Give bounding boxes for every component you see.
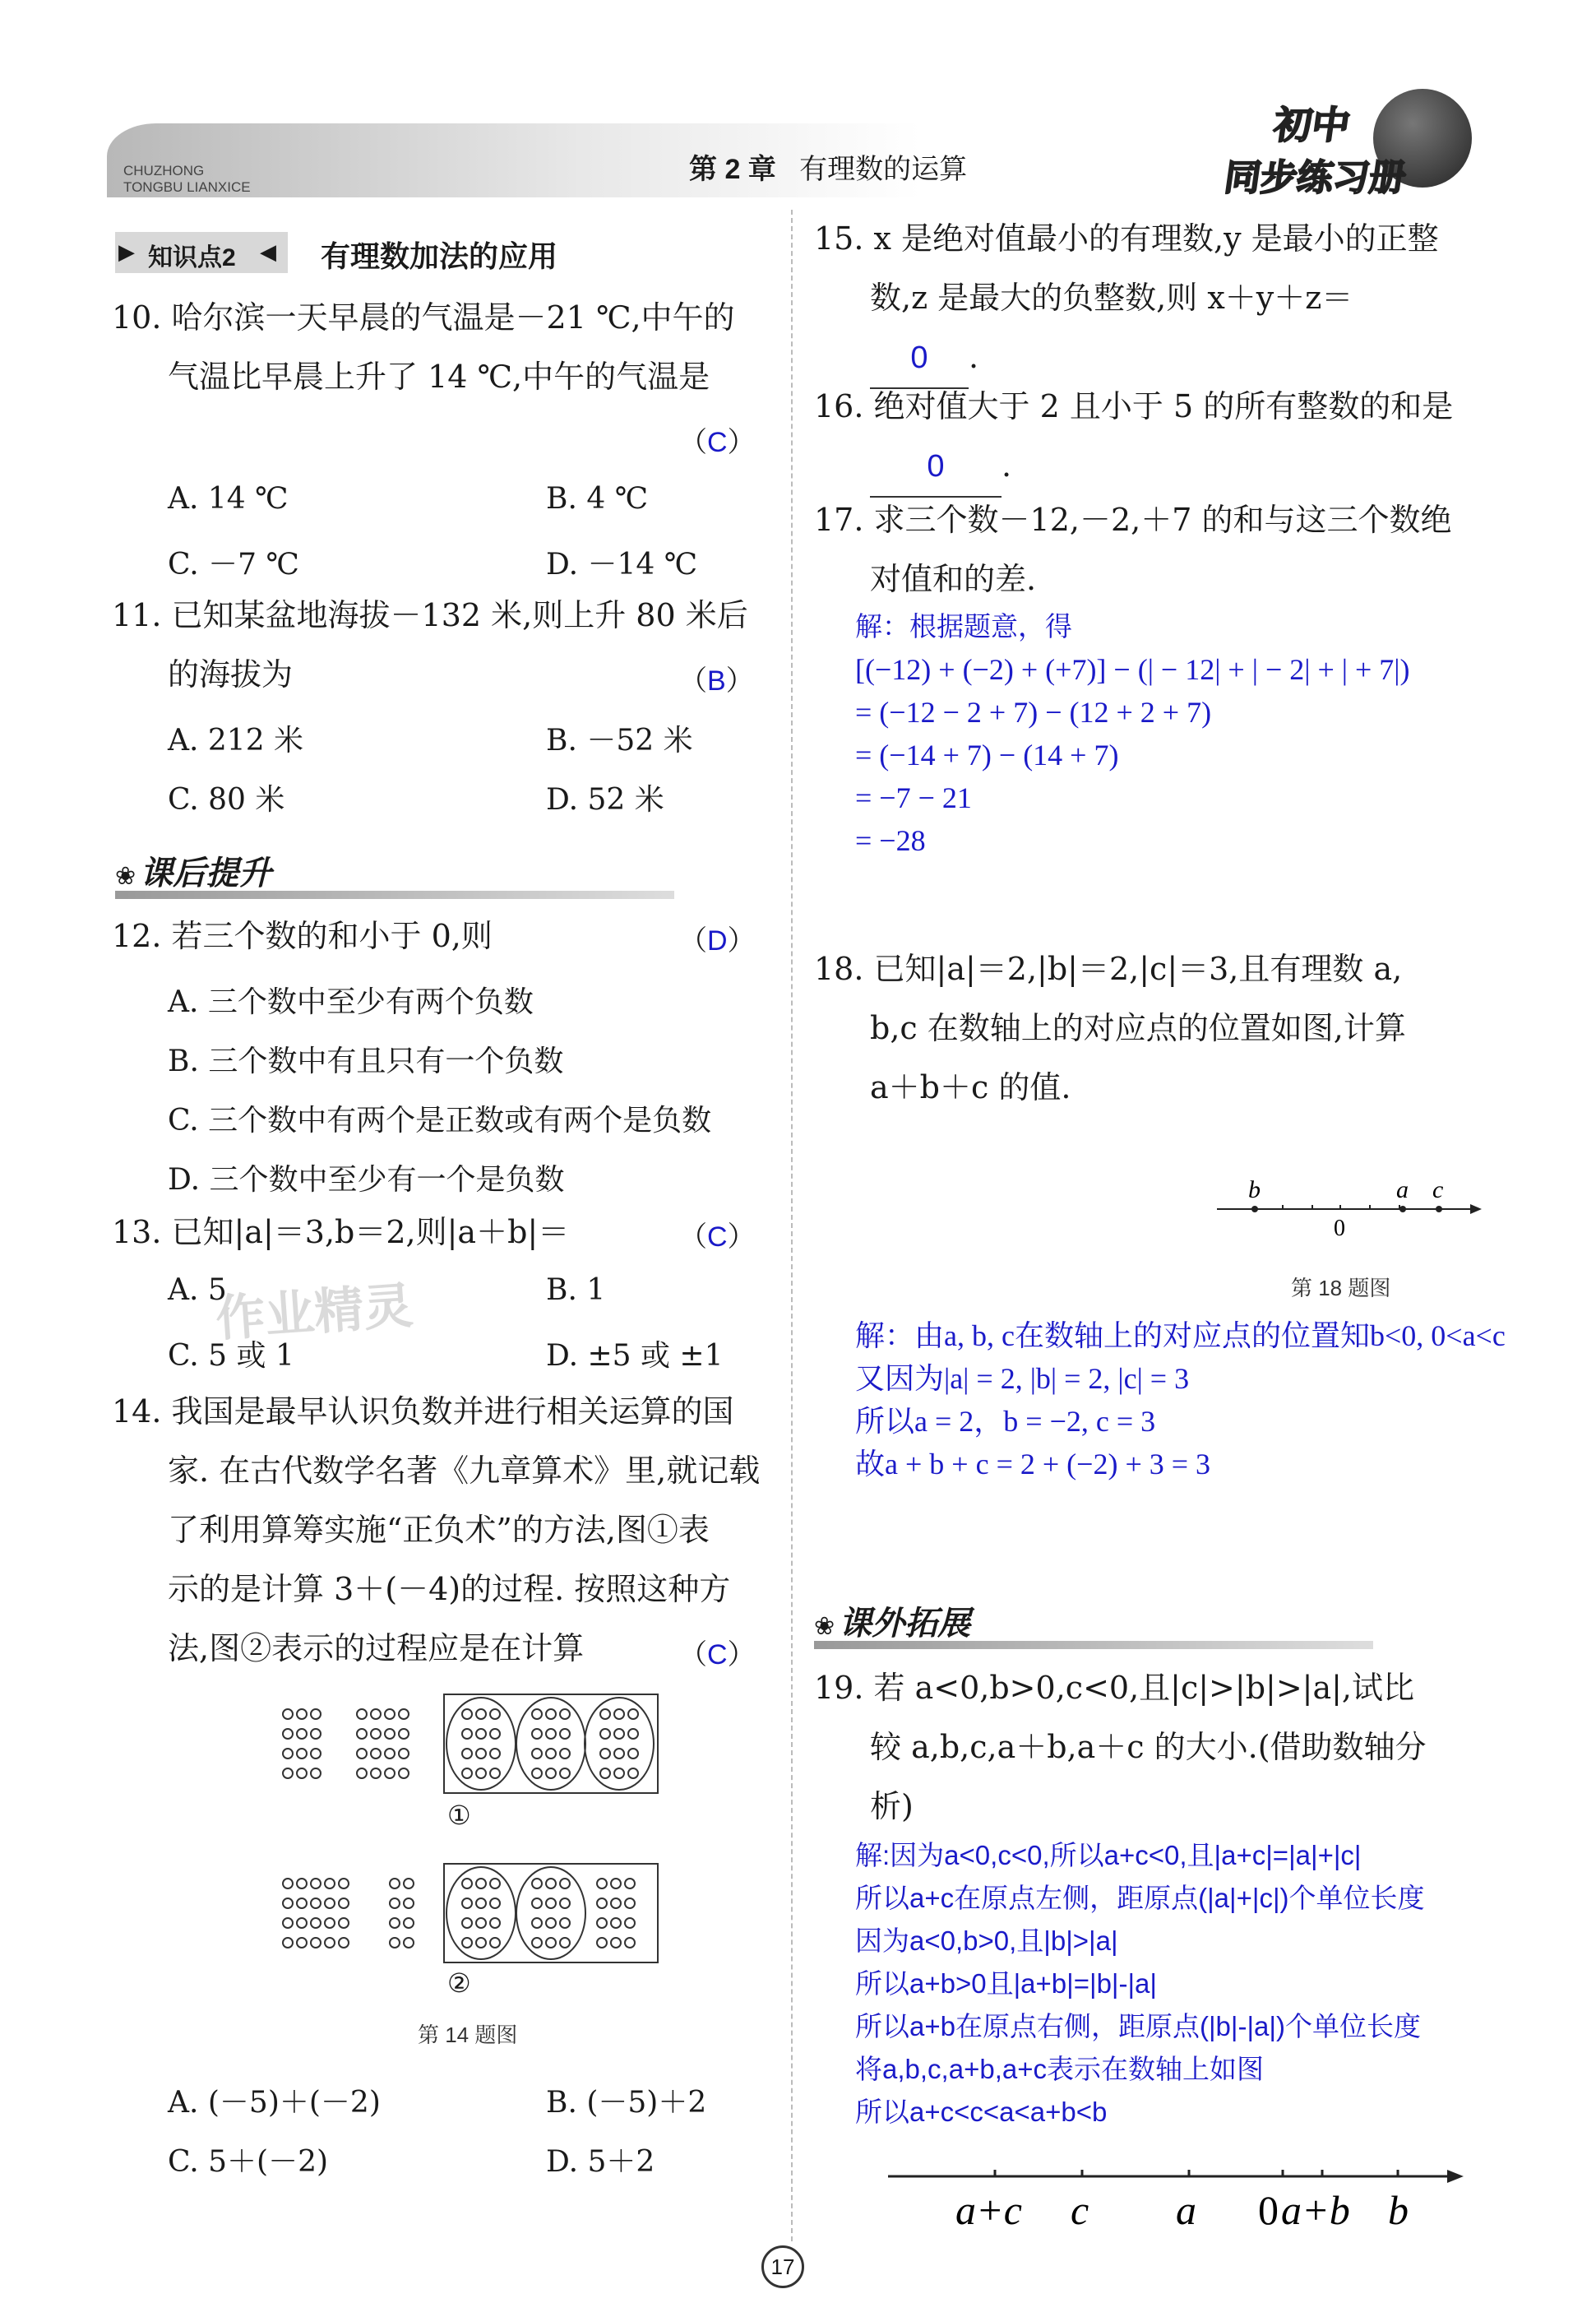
q14-line5: 法,图②表示的过程应是在计算	[168, 1630, 585, 1666]
counting-rod	[532, 1768, 542, 1778]
question-10	[112, 288, 770, 406]
q18-label-b: b	[1248, 1176, 1261, 1203]
counting-rod	[385, 1729, 395, 1739]
q14-option-a: A. (－5)＋(－2)	[168, 2086, 381, 2120]
q18-solution	[855, 1314, 1506, 1485]
q11-answer: B	[707, 665, 726, 697]
q17-solution-line: = −28	[855, 824, 926, 857]
question-18: 18. 已知|a|＝2,|b|＝2,|c|＝3,且有理数 a, b,c 在数轴上的对应点的位置如图,计算 a＋b＋c 的值.	[814, 939, 1571, 1117]
counting-rod	[611, 1879, 621, 1888]
counting-rod	[297, 1879, 307, 1888]
q14-line1: 我国是最早认识负数并进行相关运算的国	[171, 1393, 734, 1430]
q14-line4: 示的是计算 3＋(－4)的过程. 按照这种方	[168, 1571, 731, 1607]
q13-option-a: A. 5	[168, 1273, 227, 1307]
counting-rod	[490, 1768, 500, 1778]
q18-solution-line: 故a + b + c = 2 + (−2) + 3 = 3	[855, 1448, 1211, 1480]
q19-line3: 析)	[870, 1788, 914, 1824]
q11-line1: 已知某盆地海拔－132 米,则上升 80 米后	[171, 597, 748, 633]
paw-icon: ❀	[115, 862, 136, 891]
q18-point-a	[1399, 1206, 1406, 1212]
counting-rod	[546, 1898, 556, 1908]
counting-rod	[532, 1709, 542, 1719]
q19-solution-line: 将a,b,c,a+b,a+c表示在数轴上如图	[855, 2054, 1264, 2084]
counting-rod	[357, 1729, 367, 1739]
counting-rod	[283, 1879, 293, 1888]
counting-rod	[283, 1898, 293, 1908]
q14-option-b: B. (－5)＋2	[546, 2086, 707, 2120]
q12-option-d: D. 三个数中至少有一个是负数	[168, 1163, 565, 1197]
q17-solution-line: = (−14 + 7) − (14 + 7)	[855, 739, 1119, 772]
counting-rod	[560, 1879, 570, 1888]
counting-rod	[283, 1709, 293, 1719]
counting-rod	[399, 1729, 409, 1739]
counting-rod	[339, 1918, 349, 1928]
question-13: 13. 已知|a|＝3,b＝2,则|a＋b|＝	[112, 1214, 570, 1250]
fig1-rods-4x4	[357, 1709, 409, 1778]
counting-rod	[490, 1918, 500, 1928]
counting-rod	[399, 1768, 409, 1778]
q18-caption: 第 18 题图	[1291, 1276, 1391, 1300]
q15-line2: 数,z 是最大的负整数,则 x＋y＋z＝	[870, 280, 1353, 316]
q19-solution	[855, 1834, 1425, 2134]
q14-line2: 家. 在古代数学名著《九章算术》里,就记载	[168, 1453, 761, 1489]
q17-solution-line: 解：根据题意，得	[855, 611, 1072, 642]
q10-answer: C	[707, 427, 728, 458]
q18-line3: a＋b＋c 的值.	[870, 1069, 1071, 1105]
counting-rod	[404, 1898, 414, 1908]
q17-solution-line: = −7 − 21	[855, 781, 972, 814]
counting-rod	[404, 1918, 414, 1928]
counting-rod	[597, 1898, 607, 1908]
fig1-rods-3x4	[283, 1709, 321, 1778]
counting-rod	[490, 1709, 500, 1719]
q14-figure-2	[280, 1860, 666, 1967]
chapter-number: 第 2 章	[689, 154, 776, 185]
counting-rod	[546, 1729, 556, 1739]
counting-rod	[371, 1749, 381, 1759]
q17-solution-line: = (−12 − 2 + 7) − (12 + 2 + 7)	[855, 696, 1212, 729]
question-19: 19. 若 a<0,b>0,c<0,且|c|>|b|>|a|,试比 较 a,b,c,a＋b,a＋c 的大小.(借助数轴分 析)	[814, 1658, 1571, 1836]
fig2-rods-5x4	[283, 1879, 349, 1948]
counting-rod	[560, 1768, 570, 1778]
counting-rod	[546, 1749, 556, 1759]
q19-line2: 较 a,b,c,a＋b,a＋c 的大小.(借助数轴分	[870, 1729, 1427, 1765]
counting-rod	[297, 1709, 307, 1719]
counting-rod	[490, 1938, 500, 1948]
q11-option-a: A. 212 米	[168, 724, 304, 758]
counting-rod	[628, 1729, 638, 1739]
counting-rod	[357, 1709, 367, 1719]
counting-rod	[311, 1709, 321, 1719]
counting-rod	[311, 1768, 321, 1778]
counting-rod	[325, 1879, 335, 1888]
counting-rod	[490, 1898, 500, 1908]
counting-rod	[399, 1749, 409, 1759]
counting-rod	[476, 1729, 486, 1739]
q14-fig2-label: ②	[447, 1967, 471, 1999]
q16-line1: 绝对值大于 2 且小于 5 的所有整数的和是	[873, 388, 1454, 424]
q14-figure-1	[280, 1691, 666, 1798]
q13-answer-paren: （C）	[679, 1221, 756, 1253]
counting-rod	[325, 1938, 335, 1948]
paw-icon: ❀	[814, 1612, 835, 1641]
counting-rod	[532, 1918, 542, 1928]
counting-rod	[325, 1918, 335, 1928]
counting-rod	[297, 1918, 307, 1928]
fig2-oval-1	[446, 1867, 516, 1959]
column-divider	[791, 210, 793, 2241]
counting-rod	[532, 1729, 542, 1739]
counting-rod	[462, 1768, 472, 1778]
counting-rod	[532, 1938, 542, 1948]
counting-rod	[546, 1768, 556, 1778]
q15-answer-blank: 0	[870, 328, 969, 389]
counting-rod	[462, 1898, 472, 1908]
q18-solution-line: 所以a = 2，b = −2, c = 3	[855, 1405, 1156, 1438]
counting-rod	[476, 1918, 486, 1928]
q18-label-c: c	[1432, 1176, 1444, 1203]
counting-rod	[297, 1898, 307, 1908]
counting-rod	[339, 1879, 349, 1888]
counting-rod	[311, 1898, 321, 1908]
question-14: 14. 我国是最早认识负数并进行相关运算的国 家. 在古代数学名著《九章算术》里,就记载 了利用算筹实施“正负术”的方法,图①表 示的是计算 3＋(－4)的过程. 按照这种方 法,图②表示的过程应是在计算	[112, 1382, 786, 1678]
counting-rod	[357, 1749, 367, 1759]
q10-option-c: C. －7 ℃	[168, 548, 299, 582]
series-line-2: TONGBU LIANXICE	[123, 179, 251, 195]
counting-rod	[628, 1749, 638, 1759]
counting-rod	[532, 1898, 542, 1908]
q18-line1: 已知|a|＝2,|b|＝2,|c|＝3,且有理数 a,	[873, 951, 1403, 987]
section-extension-title: 课外拓展	[839, 1605, 971, 1643]
fig2-rods-boxed	[462, 1879, 635, 1948]
counting-rod	[371, 1768, 381, 1778]
counting-rod	[476, 1938, 486, 1948]
counting-rod	[490, 1729, 500, 1739]
q19-label-b: b	[1388, 2187, 1409, 2233]
counting-rod	[385, 1749, 395, 1759]
counting-rod	[390, 1879, 400, 1888]
counting-rod	[490, 1749, 500, 1759]
q18-label-zero: 0	[1334, 1216, 1345, 1240]
q19-solution-line: 所以a+c在原点左侧，距原点(|a|+|c|)个单位长度	[855, 1883, 1425, 1913]
counting-rod	[325, 1898, 335, 1908]
q10-option-d: D. －14 ℃	[546, 548, 697, 582]
q10-line1: 哈尔滨一天早晨的气温是－21 ℃,中午的	[171, 299, 735, 336]
counting-rod	[283, 1729, 293, 1739]
q19-axis-arrow-icon	[1447, 2170, 1464, 2183]
fig1-oval-3	[585, 1698, 654, 1790]
q18-point-b	[1251, 1206, 1258, 1212]
q12-answer: D	[707, 925, 728, 957]
counting-rod	[339, 1898, 349, 1908]
q11-option-d: D. 52 米	[546, 783, 664, 817]
fig2-rods-2x4	[390, 1879, 414, 1948]
q13-option-d: D. ±5 或 ±1	[546, 1339, 724, 1373]
q11-line2: 的海拔为	[168, 656, 294, 693]
q19-line1: 若 a<0,b>0,c<0,且|c|>|b|>|a|,试比	[873, 1670, 1414, 1706]
chapter-title: 有理数的运算	[799, 154, 968, 185]
q19-number-line	[880, 2157, 1472, 2247]
counting-rod	[611, 1938, 621, 1948]
q11-answer-paren: （B）	[679, 665, 754, 697]
q12-option-a: A. 三个数中至少有两个负数	[168, 985, 534, 1019]
counting-rod	[371, 1729, 381, 1739]
q18-axis-arrow-icon	[1470, 1204, 1482, 1214]
q18-number-line	[1209, 1166, 1488, 1240]
counting-rod	[462, 1938, 472, 1948]
section-after-class-title: 课后提升	[140, 855, 272, 892]
fig1-oval-2	[516, 1698, 585, 1790]
counting-rod	[560, 1898, 570, 1908]
q10-number: 10.	[112, 299, 162, 336]
page-number: 17	[770, 2254, 795, 2279]
q19-solution-line: 所以a+c<c<a<a+b<b	[855, 2097, 1108, 2127]
counting-rod	[628, 1709, 638, 1719]
counting-rod	[560, 1749, 570, 1759]
counting-rod	[560, 1709, 570, 1719]
question-17: 17. 求三个数－12,－2,＋7 的和与这三个数绝 对值和的差.	[814, 490, 1571, 609]
counting-rod	[625, 1938, 635, 1948]
counting-rod	[404, 1879, 414, 1888]
q18-solution-line: 解：由a, b, c在数轴上的对应点的位置知b<0, 0<a<c	[855, 1319, 1506, 1352]
counting-rod	[283, 1918, 293, 1928]
q10-answer-paren: （C）	[679, 426, 756, 459]
counting-rod	[462, 1749, 472, 1759]
counting-rod	[357, 1768, 367, 1778]
counting-rod	[625, 1898, 635, 1908]
question-16: 16. 绝对值大于 2 且小于 5 的所有整数的和是 0 .	[814, 377, 1571, 498]
tag-arrow-right-icon: ◀	[260, 240, 276, 265]
counting-rod	[490, 1879, 500, 1888]
counting-rod	[311, 1918, 321, 1928]
q11-option-c: C. 80 米	[168, 783, 285, 817]
counting-rod	[371, 1709, 381, 1719]
counting-rod	[385, 1768, 395, 1778]
counting-rod	[297, 1749, 307, 1759]
counting-rod	[462, 1709, 472, 1719]
q17-line1: 求三个数－12,－2,＋7 的和与这三个数绝	[873, 502, 1452, 538]
counting-rod	[390, 1918, 400, 1928]
q12-option-c: C. 三个数中有两个是正数或有两个是负数	[168, 1104, 712, 1138]
counting-rod	[597, 1879, 607, 1888]
fig1-rods-boxed	[462, 1709, 638, 1778]
counting-rod	[546, 1938, 556, 1948]
counting-rod	[614, 1749, 624, 1759]
q19-label-a-plus-c: a+c	[955, 2187, 1022, 2233]
counting-rod	[597, 1918, 607, 1928]
q13-answer: C	[707, 1221, 728, 1253]
q19-solution-line: 所以a+b在原点右侧，距原点(|b|-|a|)个单位长度	[855, 2011, 1421, 2041]
q13-option-c: C. 5 或 1	[168, 1339, 294, 1373]
counting-rod	[283, 1749, 293, 1759]
knowledge-point-title: 有理数加法的应用	[321, 239, 558, 273]
question-11: 11. 已知某盆地海拔－132 米,则上升 80 米后 的海拔为	[112, 586, 770, 704]
counting-rod	[390, 1938, 400, 1948]
q17-line2: 对值和的差.	[870, 561, 1037, 597]
q19-label-c: c	[1071, 2187, 1089, 2233]
counting-rod	[600, 1768, 610, 1778]
question-12: 12. 若三个数的和小于 0,则	[112, 918, 493, 954]
q14-option-d: D. 5＋2	[546, 2145, 655, 2179]
counting-rod	[297, 1768, 307, 1778]
knowledge-point-tag	[115, 232, 288, 273]
fig1-oval-1	[446, 1698, 516, 1790]
brand-logo	[1209, 89, 1480, 204]
q13-option-b: B. 1	[546, 1273, 606, 1307]
q14-option-c: C. 5＋(－2)	[168, 2145, 329, 2179]
q14-answer: C	[707, 1639, 728, 1670]
q18-point-c	[1436, 1206, 1442, 1212]
fig2-oval-2	[516, 1867, 585, 1959]
counting-rod	[462, 1729, 472, 1739]
watermark: 作业精灵	[214, 1277, 415, 1349]
counting-rod	[625, 1918, 635, 1928]
q12-answer-paren: （D）	[679, 924, 756, 957]
counting-rod	[297, 1729, 307, 1739]
series-name	[123, 163, 251, 196]
counting-rod	[546, 1879, 556, 1888]
counting-rod	[390, 1898, 400, 1908]
tag-arrow-left-icon: ▶	[118, 240, 135, 265]
q19-label-a: a	[1176, 2187, 1196, 2233]
brand-bottom: 同步练习册	[1221, 157, 1409, 199]
counting-rod	[546, 1918, 556, 1928]
counting-rod	[462, 1879, 472, 1888]
q14-answer-paren: （C）	[679, 1638, 756, 1671]
counting-rod	[311, 1729, 321, 1739]
counting-rod	[462, 1918, 472, 1928]
counting-rod	[614, 1768, 624, 1778]
counting-rod	[399, 1709, 409, 1719]
q14-fig1-label: ①	[447, 1800, 471, 1831]
q19-solution-line: 解:因为a<0,c<0,所以a+c<0,且|a+c|=|a|+|c|	[855, 1840, 1362, 1870]
q19-label-zero: 0	[1258, 2187, 1279, 2233]
question-15: 15. x 是绝对值最小的有理数,y 是最小的正整 数,z 是最大的负整数,则 x＋y＋z＝ 0 .	[814, 209, 1571, 389]
counting-rod	[600, 1709, 610, 1719]
counting-rod	[311, 1749, 321, 1759]
counting-rod	[476, 1749, 486, 1759]
tag-label: 知识点2	[148, 244, 236, 271]
q19-solution-line: 因为a<0,b>0,且|b|>|a|	[855, 1925, 1118, 1956]
q12-option-b: B. 三个数中有且只有一个负数	[168, 1045, 564, 1078]
q18-line2: b,c 在数轴上的对应点的位置如图,计算	[870, 1010, 1406, 1046]
counting-rod	[597, 1938, 607, 1948]
q10-line2: 气温比早晨上升了 14 ℃,中午的气温是	[168, 359, 710, 395]
q12-line1: 若三个数的和小于 0,则	[171, 918, 493, 954]
page-number-badge	[761, 2245, 804, 2288]
q17-solution-line: [(−12) + (−2) + (+7)] − (| − 12| + | − 2| + | + 7|)	[855, 653, 1410, 686]
counting-rod	[476, 1709, 486, 1719]
q16-answer-blank: 0	[870, 437, 1002, 498]
counting-rod	[283, 1938, 293, 1948]
section-after-class	[115, 847, 674, 899]
counting-rod	[560, 1938, 570, 1948]
counting-rod	[476, 1898, 486, 1908]
counting-rod	[311, 1938, 321, 1948]
brand-top: 初中	[1270, 103, 1353, 147]
series-line-1: CHUZHONG	[123, 163, 205, 178]
q10-option-a: A. 14 ℃	[168, 482, 289, 516]
q14-caption: 第 14 题图	[418, 2023, 518, 2047]
q11-option-b: B. －52 米	[546, 724, 693, 758]
q18-solution-line: 又因为|a| = 2, |b| = 2, |c| = 3	[855, 1362, 1190, 1395]
counting-rod	[546, 1709, 556, 1719]
q15-line1: x 是绝对值最小的有理数,y 是最小的正整	[873, 220, 1439, 257]
counting-rod	[614, 1729, 624, 1739]
counting-rod	[628, 1768, 638, 1778]
chapter-heading	[689, 146, 967, 187]
counting-rod	[476, 1879, 486, 1888]
q14-line3: 了利用算筹实施“正负术”的方法,图①表	[168, 1512, 710, 1548]
q18-label-a: a	[1396, 1176, 1409, 1203]
counting-rod	[611, 1918, 621, 1928]
counting-rod	[339, 1938, 349, 1948]
q10-option-b: B. 4 ℃	[546, 482, 648, 516]
counting-rod	[600, 1729, 610, 1739]
counting-rod	[297, 1938, 307, 1948]
counting-rod	[560, 1918, 570, 1928]
counting-rod	[611, 1898, 621, 1908]
q17-solution	[855, 605, 1409, 862]
section-extension	[814, 1597, 1373, 1649]
counting-rod	[385, 1709, 395, 1719]
counting-rod	[625, 1879, 635, 1888]
counting-rod	[404, 1938, 414, 1948]
counting-rod	[532, 1749, 542, 1759]
counting-rod	[476, 1768, 486, 1778]
counting-rod	[614, 1709, 624, 1719]
q19-label-a-plus-b: a+b	[1281, 2187, 1350, 2233]
counting-rod	[560, 1729, 570, 1739]
q13-line1: 已知|a|＝3,b＝2,则|a＋b|＝	[171, 1214, 570, 1250]
counting-rod	[600, 1749, 610, 1759]
q19-solution-line: 所以a+b>0且|a+b|=|b|-|a|	[855, 1968, 1157, 1999]
counting-rod	[532, 1879, 542, 1888]
counting-rod	[311, 1879, 321, 1888]
counting-rod	[283, 1768, 293, 1778]
